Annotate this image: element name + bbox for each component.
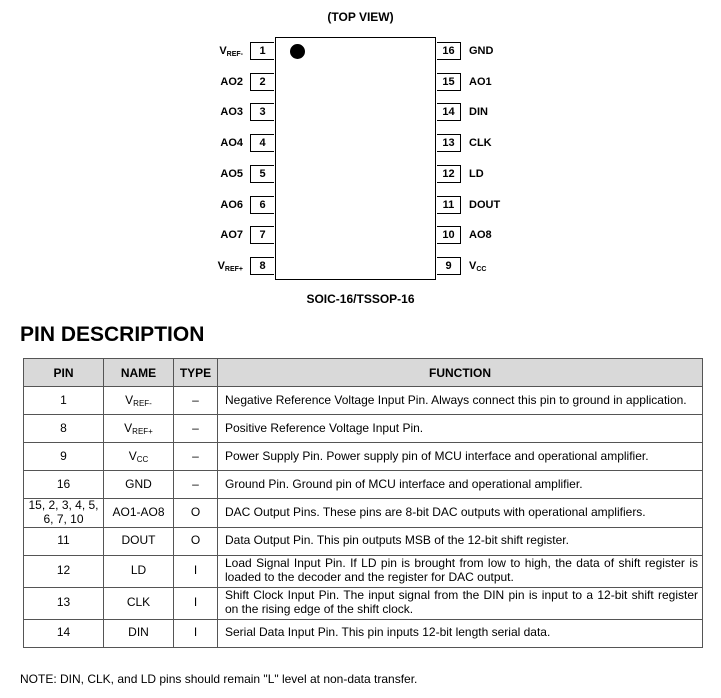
table-row	[24, 443, 703, 471]
pin-label-6	[220, 196, 243, 214]
cell-name	[104, 587, 174, 619]
pin-label-text: CLK	[469, 137, 492, 149]
pin-number-6: 6	[250, 196, 274, 214]
pin-number-13: 13	[437, 134, 461, 152]
pin-number-9: 9	[437, 257, 461, 275]
cell-pin: 1	[24, 387, 104, 415]
cell-pin: 16	[24, 471, 104, 499]
pin-label-text: AO5	[220, 168, 243, 180]
pin-label-15	[469, 73, 492, 91]
pin-label-11	[469, 196, 500, 214]
cell-name-text: DOUT	[121, 533, 156, 548]
pin-number-16: 16	[437, 42, 461, 60]
section-title: PIN DESCRIPTION	[20, 323, 205, 346]
cell-name-subscript: REF+	[132, 426, 153, 436]
cell-type: –	[174, 387, 218, 415]
pin-label-2	[220, 73, 243, 91]
table-row	[24, 555, 703, 587]
pin-description-table	[23, 358, 703, 648]
pin-label-3	[220, 103, 243, 121]
pin-label-text: V	[469, 260, 477, 272]
pin-label-subscript: REF-	[226, 51, 243, 58]
cell-function: Positive Reference Voltage Input Pin.	[218, 415, 703, 443]
pinout-diagram	[0, 0, 721, 310]
cell-name-text: CLK	[126, 595, 151, 610]
cell-function: Negative Reference Voltage Input Pin. Always connect this pin to ground in application.	[218, 387, 703, 415]
cell-name-text: LD	[130, 563, 147, 578]
pin-label-8	[218, 257, 243, 275]
header-pin: PIN	[24, 359, 104, 387]
pin-number-3: 3	[250, 103, 274, 121]
table-body	[24, 387, 703, 648]
pin-label-text: AO6	[220, 199, 243, 211]
cell-name	[104, 443, 174, 471]
cell-name-text: V	[125, 392, 134, 407]
pin-label-text: LD	[469, 168, 484, 180]
pin-label-text: AO3	[220, 106, 243, 118]
table-row	[24, 415, 703, 443]
pin-label-subscript: CC	[476, 266, 487, 273]
cell-type: O	[174, 527, 218, 555]
pin-label-text: V	[217, 260, 225, 272]
cell-pin: 8	[24, 415, 104, 443]
pin-label-9	[469, 257, 486, 275]
pin-label-14	[469, 103, 488, 121]
cell-name	[104, 415, 174, 443]
pin-number-12: 12	[437, 165, 461, 183]
cell-name-text: AO1-AO8	[112, 504, 165, 519]
pin1-indicator-dot	[290, 44, 305, 59]
header-type: TYPE	[174, 359, 218, 387]
pin-label-subscript: REF+	[224, 266, 243, 273]
note-text: NOTE: DIN, CLK, and LD pins should remain "L" level at non-data transfer.	[20, 672, 418, 686]
table-row	[24, 471, 703, 499]
header-name: NAME	[104, 359, 174, 387]
cell-name	[104, 555, 174, 587]
pin-label-text: AO8	[469, 229, 492, 241]
cell-name	[104, 387, 174, 415]
pin-label-5	[220, 165, 243, 183]
pin-label-text: AO2	[220, 76, 243, 88]
cell-type: –	[174, 443, 218, 471]
pin-number-14: 14	[437, 103, 461, 121]
table-row	[24, 587, 703, 619]
header-function: FUNCTION	[218, 359, 703, 387]
pin-label-text: AO7	[220, 229, 243, 241]
pin-label-10	[469, 226, 492, 244]
cell-function: Load Signal Input Pin. If LD pin is brought from low to high, the data of shift register is loaded to the decoder and the register for DAC output.	[218, 555, 703, 587]
pin-label-12	[469, 165, 484, 183]
pin-label-text: GND	[469, 45, 494, 57]
top-view-label: (TOP VIEW)	[327, 10, 394, 24]
pin-label-text: V	[219, 45, 227, 57]
cell-name-text: V	[124, 420, 133, 435]
pin-number-4: 4	[250, 134, 274, 152]
pin-label-text: AO1	[469, 76, 492, 88]
cell-pin: 15, 2, 3, 4, 5, 6, 7, 10	[24, 499, 104, 528]
cell-name	[104, 527, 174, 555]
pin-number-5: 5	[250, 165, 274, 183]
pin-label-1	[219, 42, 243, 60]
pin-label-7	[220, 226, 243, 244]
cell-name-subscript: CC	[136, 454, 149, 464]
cell-function: Power Supply Pin. Power supply pin of MCU interface and operational amplifier.	[218, 443, 703, 471]
pin-label-4	[220, 134, 243, 152]
cell-type: I	[174, 555, 218, 587]
pin-label-16	[469, 42, 493, 60]
cell-type: O	[174, 499, 218, 528]
pin-label-text: DIN	[469, 106, 488, 118]
ic-package-body	[275, 37, 436, 280]
pin-number-10: 10	[437, 226, 461, 244]
cell-name-text: DIN	[128, 625, 149, 640]
cell-pin: 14	[24, 619, 104, 647]
cell-function: Data Output Pin. This pin outputs MSB of the 12-bit shift register.	[218, 527, 703, 555]
pin-number-7: 7	[250, 226, 274, 244]
cell-name-subscript: REF-	[133, 398, 152, 408]
cell-name-text: V	[128, 448, 137, 463]
cell-name-text: GND	[125, 476, 152, 491]
cell-pin: 12	[24, 555, 104, 587]
cell-function: DAC Output Pins. These pins are 8-bit DAC outputs with operational amplifiers.	[218, 499, 703, 528]
cell-pin: 9	[24, 443, 104, 471]
table-row	[24, 527, 703, 555]
cell-type: –	[174, 471, 218, 499]
pin-number-11: 11	[437, 196, 461, 214]
cell-function: Ground Pin. Ground pin of MCU interface and operational amplifier.	[218, 471, 703, 499]
cell-name	[104, 499, 174, 528]
cell-pin: 11	[24, 527, 104, 555]
cell-type: –	[174, 415, 218, 443]
cell-pin: 13	[24, 587, 104, 619]
package-label: SOIC-16/TSSOP-16	[306, 292, 415, 306]
table-header-row	[24, 359, 703, 387]
table-row	[24, 619, 703, 647]
pin-label-text: AO4	[220, 137, 243, 149]
pin-number-8: 8	[250, 257, 274, 275]
cell-type: I	[174, 587, 218, 619]
pin-number-15: 15	[437, 73, 461, 91]
cell-function: Shift Clock Input Pin. The input signal from the DIN pin is input to a 12-bit shift register on the rising edge of the shift clock.	[218, 587, 703, 619]
pin-number-2: 2	[250, 73, 274, 91]
table-row	[24, 499, 703, 528]
table-row	[24, 387, 703, 415]
cell-name	[104, 471, 174, 499]
pin-label-text: DOUT	[469, 199, 501, 211]
pin-label-13	[469, 134, 492, 152]
pin-number-1: 1	[250, 42, 274, 60]
cell-type: I	[174, 619, 218, 647]
cell-name	[104, 619, 174, 647]
cell-function: Serial Data Input Pin. This pin inputs 12-bit length serial data.	[218, 619, 703, 647]
